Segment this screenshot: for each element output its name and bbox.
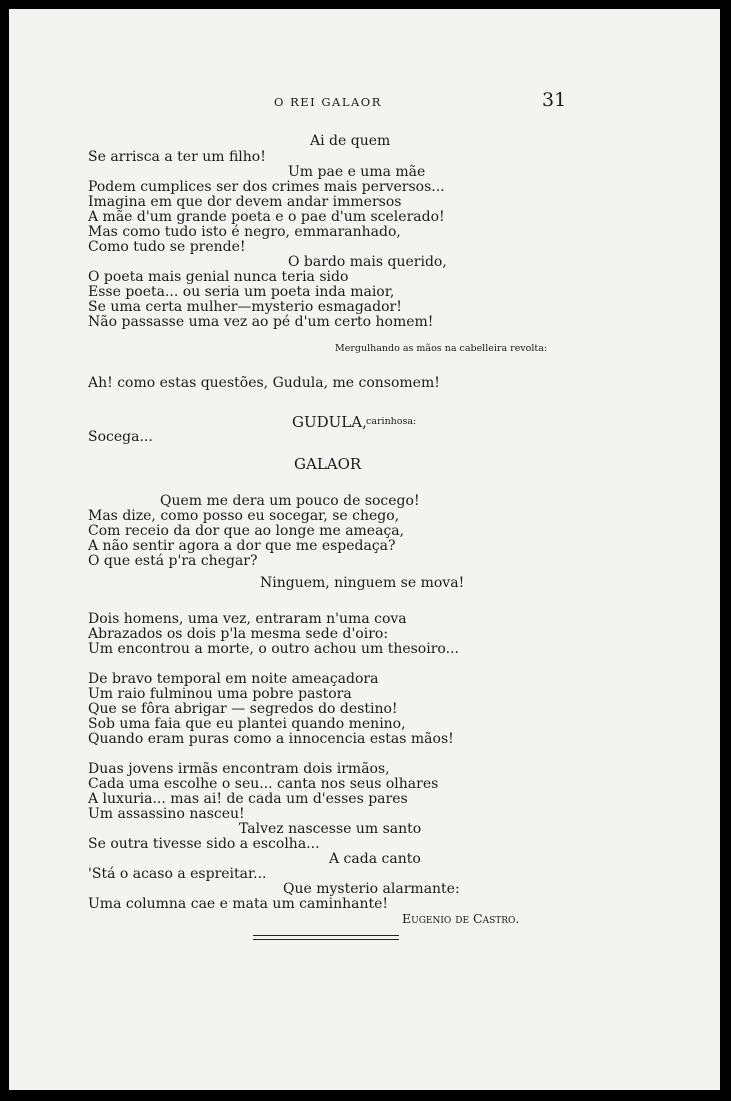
verse-line: Um assassino nasceu! bbox=[88, 806, 245, 822]
verse-line: Que se fôra abrigar — segredos do destino! bbox=[88, 701, 398, 717]
verse-line: Um raio fulminou uma pobre pastora bbox=[88, 686, 352, 702]
verse-line: Com receio da dor que ao longe me ameaça, bbox=[88, 523, 405, 539]
verse-line: Um pae e uma mãe bbox=[288, 164, 426, 180]
verse-line: Quem me dera um pouco de socego! bbox=[160, 493, 420, 509]
verse-line: Imagina em que dor devem andar immersos bbox=[88, 194, 402, 210]
verse-line: Ninguem, ninguem se mova! bbox=[260, 575, 465, 591]
verse-line: Sob uma faia que eu plantei quando menino, bbox=[88, 716, 406, 732]
verse-line: Se arrisca a ter um filho! bbox=[88, 149, 266, 165]
end-rule bbox=[253, 939, 399, 940]
verse-line: Ai de quem bbox=[310, 133, 391, 149]
verse-line: A não sentir agora a dor que me espedaça? bbox=[88, 538, 396, 554]
verse-line: O bardo mais querido, bbox=[288, 254, 447, 270]
verse-line: Talvez nascesse um santo bbox=[239, 821, 422, 837]
verse-line: Uma columna cae e mata um caminhante! bbox=[88, 896, 389, 912]
page-number: 31 bbox=[542, 89, 567, 111]
book-page bbox=[9, 9, 720, 1090]
verse-line: O poeta mais genial nunca teria sido bbox=[88, 269, 349, 285]
verse-line: O que está p'ra chegar? bbox=[88, 553, 258, 569]
author-signature: Eugenio de Castro. bbox=[402, 911, 520, 926]
verse-line: Não passasse uma vez ao pé d'um certo homem! bbox=[88, 314, 434, 330]
verse-line: Esse poeta... ou seria um poeta inda maior, bbox=[88, 284, 395, 300]
verse-line: Abrazados os dois p'la mesma sede d'oiro: bbox=[88, 626, 389, 642]
verse-line: Quando eram puras como a innocencia estas mãos! bbox=[88, 731, 454, 747]
verse-line: Como tudo se prende! bbox=[88, 239, 246, 255]
verse-line: De bravo temporal em noite ameaçadora bbox=[88, 671, 379, 687]
verse-line: Mas como tudo isto é negro, emmaranhado, bbox=[88, 224, 401, 240]
verse-line: Cada uma escolhe o seu... canta nos seus olhares bbox=[88, 776, 439, 792]
verse-line: Um encontrou a morte, o outro achou um thesoiro... bbox=[88, 641, 459, 657]
end-rule bbox=[253, 935, 399, 936]
verse-line: Que mysterio alarmante: bbox=[283, 881, 460, 897]
verse-line: Podem cumplices ser dos crimes mais perversos... bbox=[88, 179, 445, 195]
verse-line: Mas dize, como posso eu socegar, se chego, bbox=[88, 508, 400, 524]
verse-line: Duas jovens irmãs encontram dois irmãos, bbox=[88, 761, 390, 777]
verse-line: Se outra tivesse sido a escolha... bbox=[88, 836, 320, 852]
verse-line: Dois homens, uma vez, entraram n'uma cova bbox=[88, 611, 407, 627]
verse-line: Ah! como estas questões, Gudula, me consomem! bbox=[88, 375, 440, 391]
speaker-name: GALAOR bbox=[294, 455, 362, 473]
verse-line: A mãe d'um grande poeta e o pae d'um scelerado! bbox=[88, 209, 445, 225]
stage-direction: Mergulhando as mãos na cabelleira revolta: bbox=[335, 343, 548, 354]
speaker-name: GUDULA, bbox=[292, 413, 367, 431]
verse-line: A luxuria... mas ai! de cada um d'esses pares bbox=[88, 791, 408, 807]
verse-line: 'Stá o acaso a espreitar... bbox=[88, 866, 267, 882]
verse-line: A cada canto bbox=[329, 851, 421, 867]
verse-line: Se uma certa mulher—mysterio esmagador! bbox=[88, 299, 402, 315]
stage-direction: carinhosa: bbox=[366, 416, 417, 427]
verse-line: Socega... bbox=[88, 429, 153, 445]
running-title: O REI GALAOR bbox=[274, 95, 382, 109]
